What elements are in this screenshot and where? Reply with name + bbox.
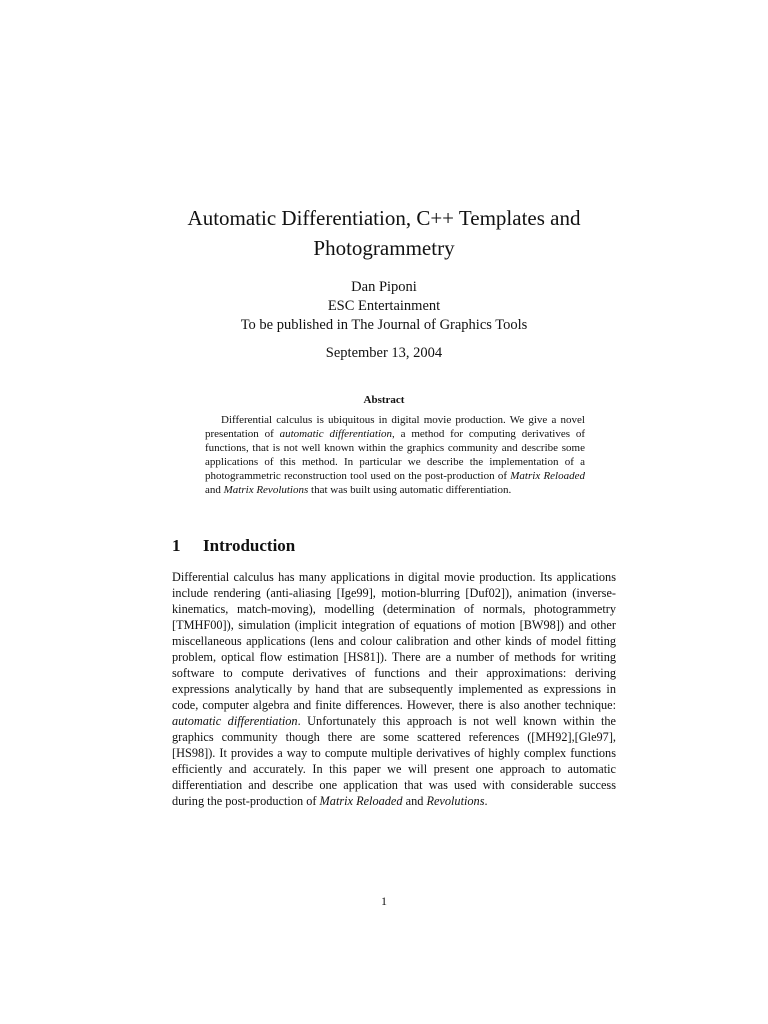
body-segment: Differential calculus has many applications in digital movie production. Its applications include rendering (anti-aliasing [Ige99], motion-blurring [Duf02]), animation (inverse-kinematics, match-moving), modelling (determination of normals, photogrammetry [TMHF00]), simulation (implicit integration of equations of motion [BW98]) and other miscellaneous applications (lens and colour calibration and other kinds of model fitting problem, optical flow estimation [HS81]). There are a number of methods for writing software to compute derivatives of functions and their approximations: deriving expressions analytically by hand that are subsequently implemented as expressions in code, computer algebra and finite differences. However, there is also another technique: [172, 570, 616, 712]
body-segment: . [484, 794, 488, 808]
section-title: Introduction [203, 536, 296, 555]
body-emphasis: automatic differentiation [172, 714, 298, 728]
body-segment: and [402, 794, 427, 808]
abstract-segment: , a method for computing derivatives of functions, that is not well known within the graphics community and describe some applications of this method. In particular we describe the implementation of a photogrammetric reconstruction tool used on the post-production of [205, 428, 585, 482]
body-segment: . Unfortunately this approach is not well known within the graphics community though there are some scattered references ([MH92],[Gle97],[HS98]). It provides a way to compute multiple derivatives of highly complex functions efficiently and accurately. In this paper we will present one approach to automatic differentiation and describe one application that was used with considerable success during the post-production of [172, 714, 616, 808]
abstract-emphasis: Matrix Reloaded [510, 470, 585, 482]
title-line-1: Automatic Differentiation, C++ Templates and [187, 206, 581, 230]
author-name: Dan Piponi [351, 279, 417, 295]
abstract-segment: that was built using automatic differentiation. [308, 484, 512, 496]
abstract-text [205, 413, 585, 497]
body-emphasis: Matrix Reloaded [319, 794, 403, 808]
abstract-heading: Abstract [363, 394, 405, 406]
introduction-paragraph [172, 569, 616, 809]
title-line-2: Photogrammetry [313, 236, 455, 260]
publication-note: To be published in The Journal of Graphics Tools [240, 317, 528, 333]
author-affiliation: ESC Entertainment [327, 298, 441, 314]
abstract-emphasis: Matrix Revolutions [223, 484, 309, 496]
paper-title [120, 203, 648, 263]
section-number: 1 [172, 536, 181, 555]
page-number: 1 [381, 894, 387, 908]
abstract-emphasis: automatic differentiation [279, 428, 392, 440]
section-heading [172, 536, 295, 556]
body-emphasis: Revolutions [426, 794, 485, 808]
paper-date: September 13, 2004 [325, 345, 443, 361]
abstract-segment: Differential calculus is ubiquitous in digital movie production. We give a novel presentation of [205, 414, 585, 440]
author-block [120, 278, 648, 335]
abstract-segment: and [205, 484, 224, 496]
